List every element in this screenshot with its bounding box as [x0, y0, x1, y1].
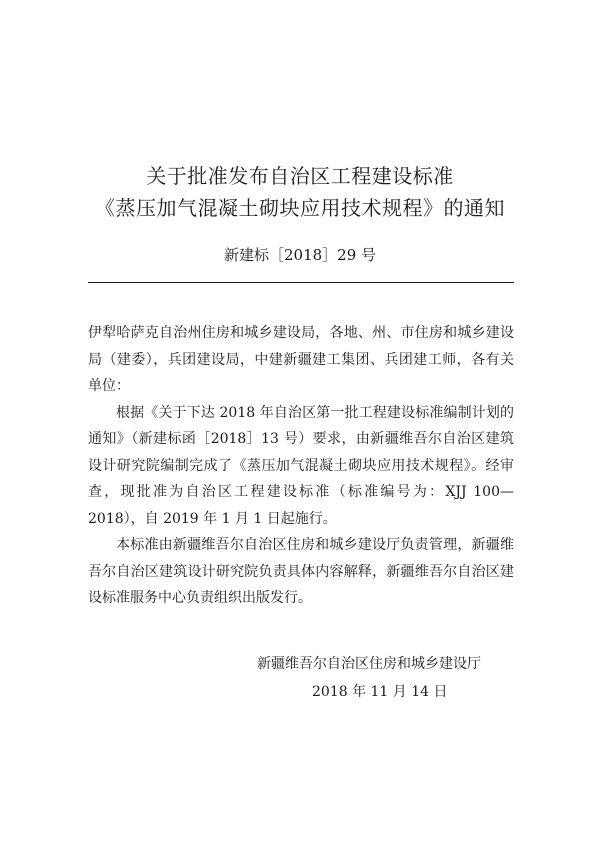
title-line-2: 《蒸压加气混凝土砌块应用技术规程》的通知 [95, 196, 505, 220]
title-divider [88, 282, 514, 283]
title-line-1: 关于批准发布自治区工程建设标准 [146, 164, 454, 188]
issuing-organization: 新疆维吾尔自治区住房和城乡建设厅 [257, 656, 481, 672]
document-body [88, 320, 514, 612]
document-title [0, 160, 600, 224]
body-paragraph-1: 根据《关于下达 2018 年自治区第一批工程建设标准编制计划的通知》（新建标函［2018］13 号）要求，由新疆维吾尔自治区建筑设计研究院编制完成了《蒸压加气混凝土砌块应用技术规程》。经审查，现批准为自治区工程建设标准（标准编号为：XJJ 100—2018），自 2019 年 1 月 1 日起施行。 [88, 404, 514, 527]
document-number: 新建标［2018］29 号 [223, 246, 377, 264]
body-paragraph-2: 本标准由新疆维吾尔自治区住房和城乡建设厅负责管理，新疆维吾尔自治区建筑设计研究院负责具体内容解释，新疆维吾尔自治区建设标准服务中心负责组织出版发行。 [88, 537, 514, 606]
issue-date: 2018 年 11 月 14 日 [312, 684, 448, 700]
signature-block [257, 650, 517, 706]
salutation: 伊犁哈萨克自治州住房和城乡建设局，各地、州、市住房和城乡建设局（建委），兵团建设局，中建新疆建工集团、兵团建工师，各有关单位： [88, 325, 514, 394]
